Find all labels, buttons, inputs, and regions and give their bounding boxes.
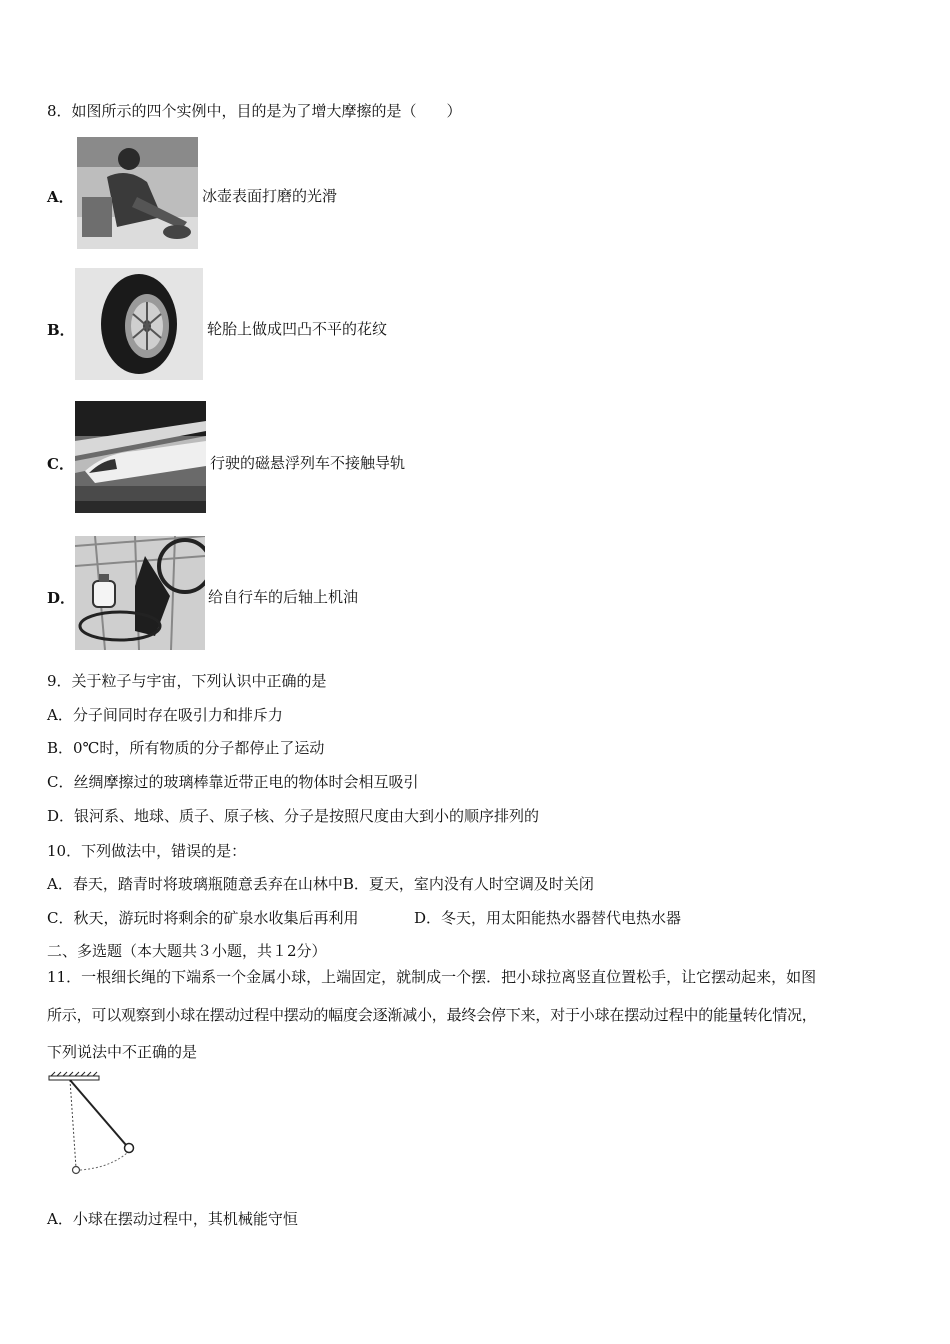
- q9-option-d: D．银河系、地球、质子、原子核、分子是按照尺度由大到小的顺序排列的: [47, 807, 540, 825]
- q10-options-row1: A．春天，踏青时将玻璃瓶随意丢弃在山林中B．夏天，室内没有人时空调及时关闭: [47, 875, 594, 893]
- q9-option-c: C．丝绸摩擦过的玻璃棒靠近带正电的物体时会相互吸引: [47, 773, 419, 791]
- maglev-train-photo: [75, 401, 206, 513]
- q10-stem: 10．下列做法中，错误的是：: [47, 842, 247, 860]
- q9-option-a: A．分子间同时存在吸引力和排斥力: [47, 706, 283, 724]
- curling-photo: [77, 137, 198, 249]
- q8-option-d-text: 给自行车的后轴上机油: [208, 588, 359, 606]
- q8-option-b-letter: B．: [47, 321, 75, 339]
- q11-stem-line2: 所示，可以观察到小球在摆动过程中摆动的幅度会逐渐减小，最终会停下来，对于小球在摆动过程中的能量转化情况，: [47, 1006, 817, 1024]
- q11-option-a: A．小球在摆动过程中，其机械能守恒: [47, 1210, 298, 1228]
- section-header: 二、多选题（本大题共３小题，共１2分）: [47, 942, 327, 960]
- q11-stem-line3: 下列说法中不正确的是: [47, 1043, 198, 1061]
- tire-photo: [75, 268, 203, 380]
- q8-option-c-letter: C．: [47, 455, 74, 473]
- q8-option-b-text: 轮胎上做成凹凸不平的花纹: [207, 320, 388, 338]
- q11-stem-line1: 11．一根细长绳的下端系一个金属小球，上端固定，就制成一个摆．把小球拉离竖直位置松手，让它摆动起来，如图: [47, 968, 817, 986]
- q9-stem: 9．关于粒子与宇宙，下列认识中正确的是: [47, 672, 327, 690]
- q8-stem: 8．如图所示的四个实例中，目的是为了增大摩擦的是（ ）: [47, 102, 462, 120]
- pendulum-diagram: [44, 1070, 144, 1180]
- q8-option-c-text: 行驶的磁悬浮列车不接触导轨: [210, 454, 406, 472]
- q9-option-b: B．0℃时，所有物质的分子都停止了运动: [47, 739, 325, 757]
- q8-option-a-letter: A．: [47, 188, 74, 206]
- q8-option-d-letter: D．: [47, 589, 76, 607]
- q10-option-d: D．冬天，用太阳能热水器替代电热水器: [414, 909, 682, 927]
- q10-option-c: C．秋天，游玩时将剩余的矿泉水收集后再利用: [47, 909, 359, 927]
- bicycle-oiling-photo: [75, 536, 205, 650]
- q8-option-a-text: 冰壶表面打磨的光滑: [202, 187, 338, 205]
